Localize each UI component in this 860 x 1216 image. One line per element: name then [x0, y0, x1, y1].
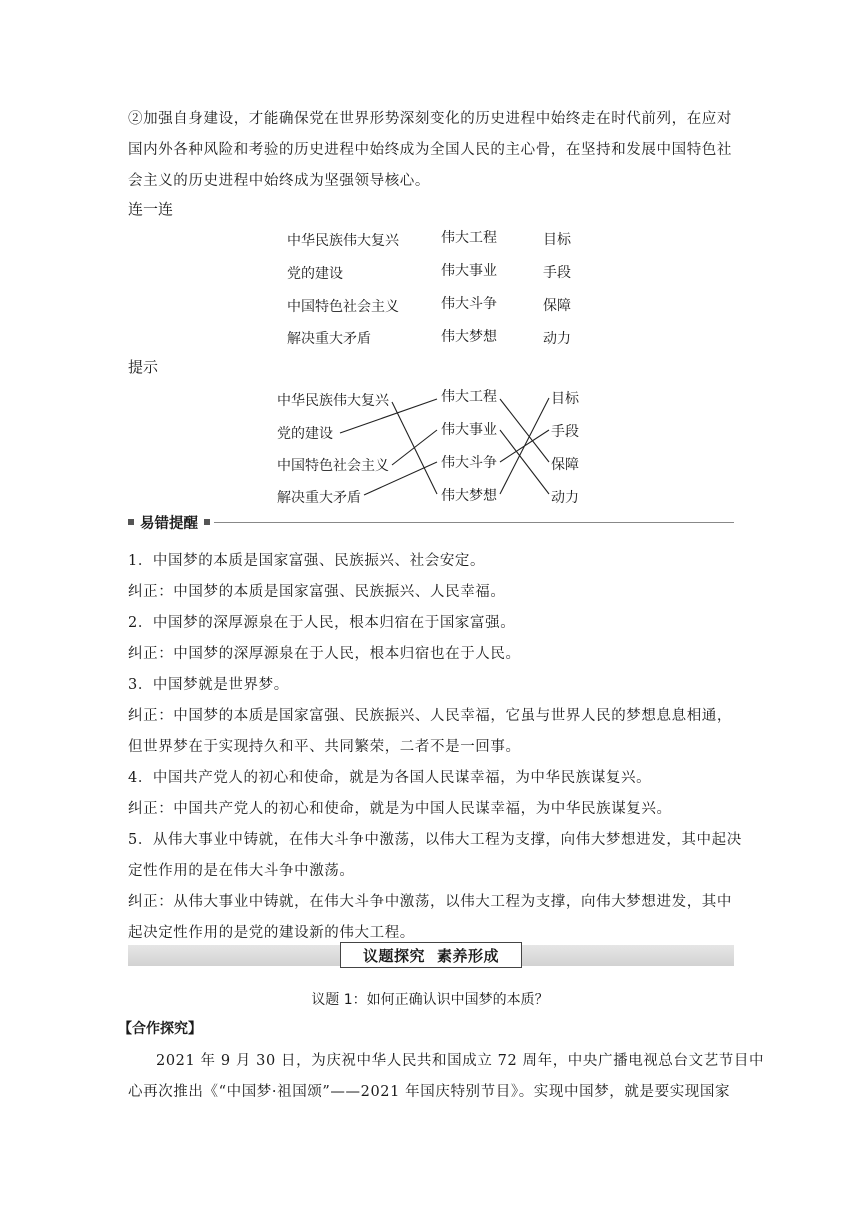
- intro-line-3: 会主义的历史进程中始终成为坚强领导核心。: [128, 173, 430, 189]
- exercise-col2-item: 伟大工程: [441, 230, 497, 246]
- errors-title: 易错提醒: [140, 516, 198, 532]
- hint-link-left: [392, 430, 437, 465]
- exercise-col1-item: 解决重大矛盾: [287, 331, 371, 347]
- error-line: 5．从伟大事业中铸就，在伟大斗争中激荡，以伟大工程为支撑，向伟大梦想进发，其中起决: [128, 832, 742, 848]
- hint-col3-item: 保障: [551, 457, 579, 473]
- hint-link-left: [340, 399, 437, 433]
- exercise-col3-item: 目标: [543, 232, 571, 248]
- exercise-col3-item: 手段: [543, 265, 571, 281]
- exercise-col1-item: 党的建设: [287, 266, 343, 282]
- error-line: 起决定性作用的是党的建设新的伟大工程。: [128, 925, 415, 941]
- banner-right-label: 素养形成: [437, 946, 500, 965]
- hint-col2-item: 伟大事业: [441, 422, 497, 438]
- hint-col1-item: 中国特色社会主义: [277, 458, 389, 474]
- hint-heading: 提示: [128, 358, 159, 376]
- intro-line-2: 国内外各种风险和考验的历史进程中始终成为全国人民的主心骨，在坚持和发展中国特色社: [128, 142, 732, 158]
- banner-left-label: 议题探究: [362, 946, 425, 965]
- topic1-para-line: 2021 年 9 月 30 日，为庆祝中华人民共和国成立 72 周年，中央广播电视总台文艺节目中: [156, 1053, 765, 1069]
- topic1-title: 议题 1：如何正确认识中国梦的本质？: [311, 992, 549, 1008]
- hint-col2-item: 伟大梦想: [441, 488, 497, 504]
- section-banner: [128, 942, 734, 968]
- error-line: 但世界梦在于实现持久和平、共同繁荣，二者不是一回事。: [128, 739, 521, 755]
- hint-col3-item: 目标: [551, 391, 579, 407]
- hint-col2-item: 伟大工程: [441, 389, 497, 405]
- exercise-col3-item: 保障: [543, 298, 571, 314]
- error-line: 纠正：中国梦的深厚源泉在于人民，根本归宿也在于人民。: [128, 646, 521, 662]
- exercise-col2-item: 伟大斗争: [441, 296, 497, 312]
- error-line: 1．中国梦的本质是国家富强、民族振兴、社会安定。: [128, 553, 486, 569]
- topic1-para-line: 心再次推出《“中国梦·祖国颂”——2021 年国庆特别节目》。实现中国梦，就是要实现国家: [128, 1084, 731, 1100]
- hint-col1-item: 解决重大矛盾: [277, 490, 361, 506]
- square-bullet-icon: [128, 519, 134, 525]
- square-bullet-icon: [204, 519, 210, 525]
- error-line: 3．中国梦就是世界梦。: [128, 677, 289, 693]
- hint-col2-item: 伟大斗争: [441, 455, 497, 471]
- hint-col3-item: 手段: [551, 424, 579, 440]
- section-divider: [214, 522, 734, 523]
- exercise-col2-item: 伟大事业: [441, 263, 497, 279]
- hint-col3-item: 动力: [551, 490, 579, 506]
- intro-line-1: ②加强自身建设，才能确保党在世界形势深刻变化的历史进程中始终走在时代前列，在应对: [128, 111, 732, 127]
- exercise-heading: 连一连: [128, 200, 174, 218]
- hint-link-right: [500, 430, 549, 494]
- error-line: 纠正：中国共产党人的初心和使命，就是为中国人民谋幸福，为中华民族谋复兴。: [128, 801, 672, 817]
- errors-section-title: [128, 512, 734, 532]
- error-line: 2．中国梦的深厚源泉在于人民，根本归宿在于国家富强。: [128, 615, 516, 631]
- hint-link-right: [500, 398, 549, 494]
- error-line: 纠正：中国梦的本质是国家富强、民族振兴、人民幸福。: [128, 584, 506, 600]
- error-line: 4．中国共产党人的初心和使命，就是为各国人民谋幸福，为中华民族谋复兴。: [128, 770, 652, 786]
- exercise-col1-item: 中华民族伟大复兴: [287, 233, 399, 249]
- exercise-col3-item: 动力: [543, 331, 571, 347]
- hint-link-right: [500, 399, 549, 462]
- topic1-section-label: 【合作探究】: [118, 1021, 202, 1037]
- error-line: 纠正：中国梦的本质是国家富强、民族振兴、人民幸福，它虽与世界人民的梦想息息相通，: [128, 708, 732, 724]
- hint-col1-item: 党的建设: [277, 426, 333, 442]
- exercise-col1-item: 中国特色社会主义: [287, 299, 399, 315]
- hint-link-left: [364, 462, 437, 495]
- hint-col1-item: 中华民族伟大复兴: [277, 393, 389, 409]
- error-line: 定性作用的是在伟大斗争中激荡。: [128, 863, 355, 879]
- banner-box: [340, 942, 522, 968]
- exercise-col2-item: 伟大梦想: [441, 329, 497, 345]
- error-line: 纠正：从伟大事业中铸就，在伟大斗争中激荡，以伟大工程为支撑，向伟大梦想进发，其中: [128, 894, 732, 910]
